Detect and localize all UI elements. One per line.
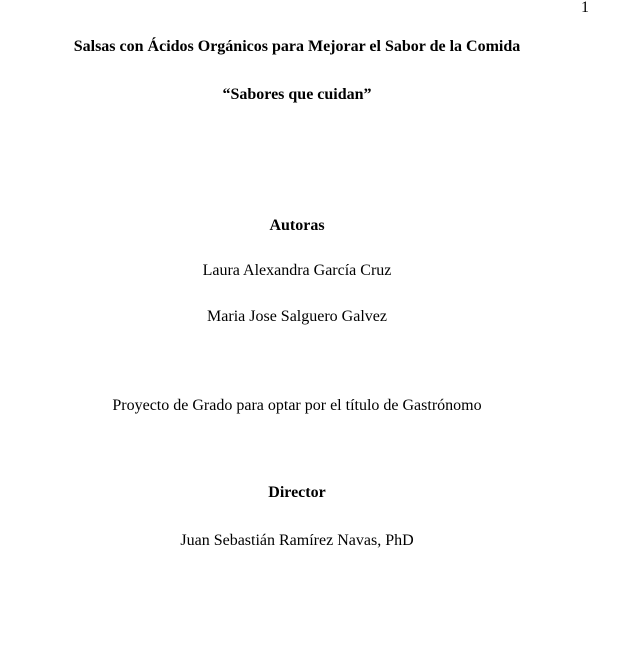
authors-heading: Autoras [269,217,325,234]
degree-statement: Proyecto de Grado para optar por el título de Gastrónomo [112,397,482,414]
director-name: Juan Sebastián Ramírez Navas, PhD [180,532,414,549]
document-title: Salsas con Ácidos Orgánicos para Mejorar el Sabor de la Comida [73,38,521,55]
author-name: Laura Alexandra García Cruz [202,262,392,279]
page-number: 1 [581,0,589,16]
document-subtitle: “Sabores que cuidan” [222,86,372,103]
author-name: Maria Jose Salguero Galvez [207,308,387,325]
director-heading: Director [268,484,326,501]
